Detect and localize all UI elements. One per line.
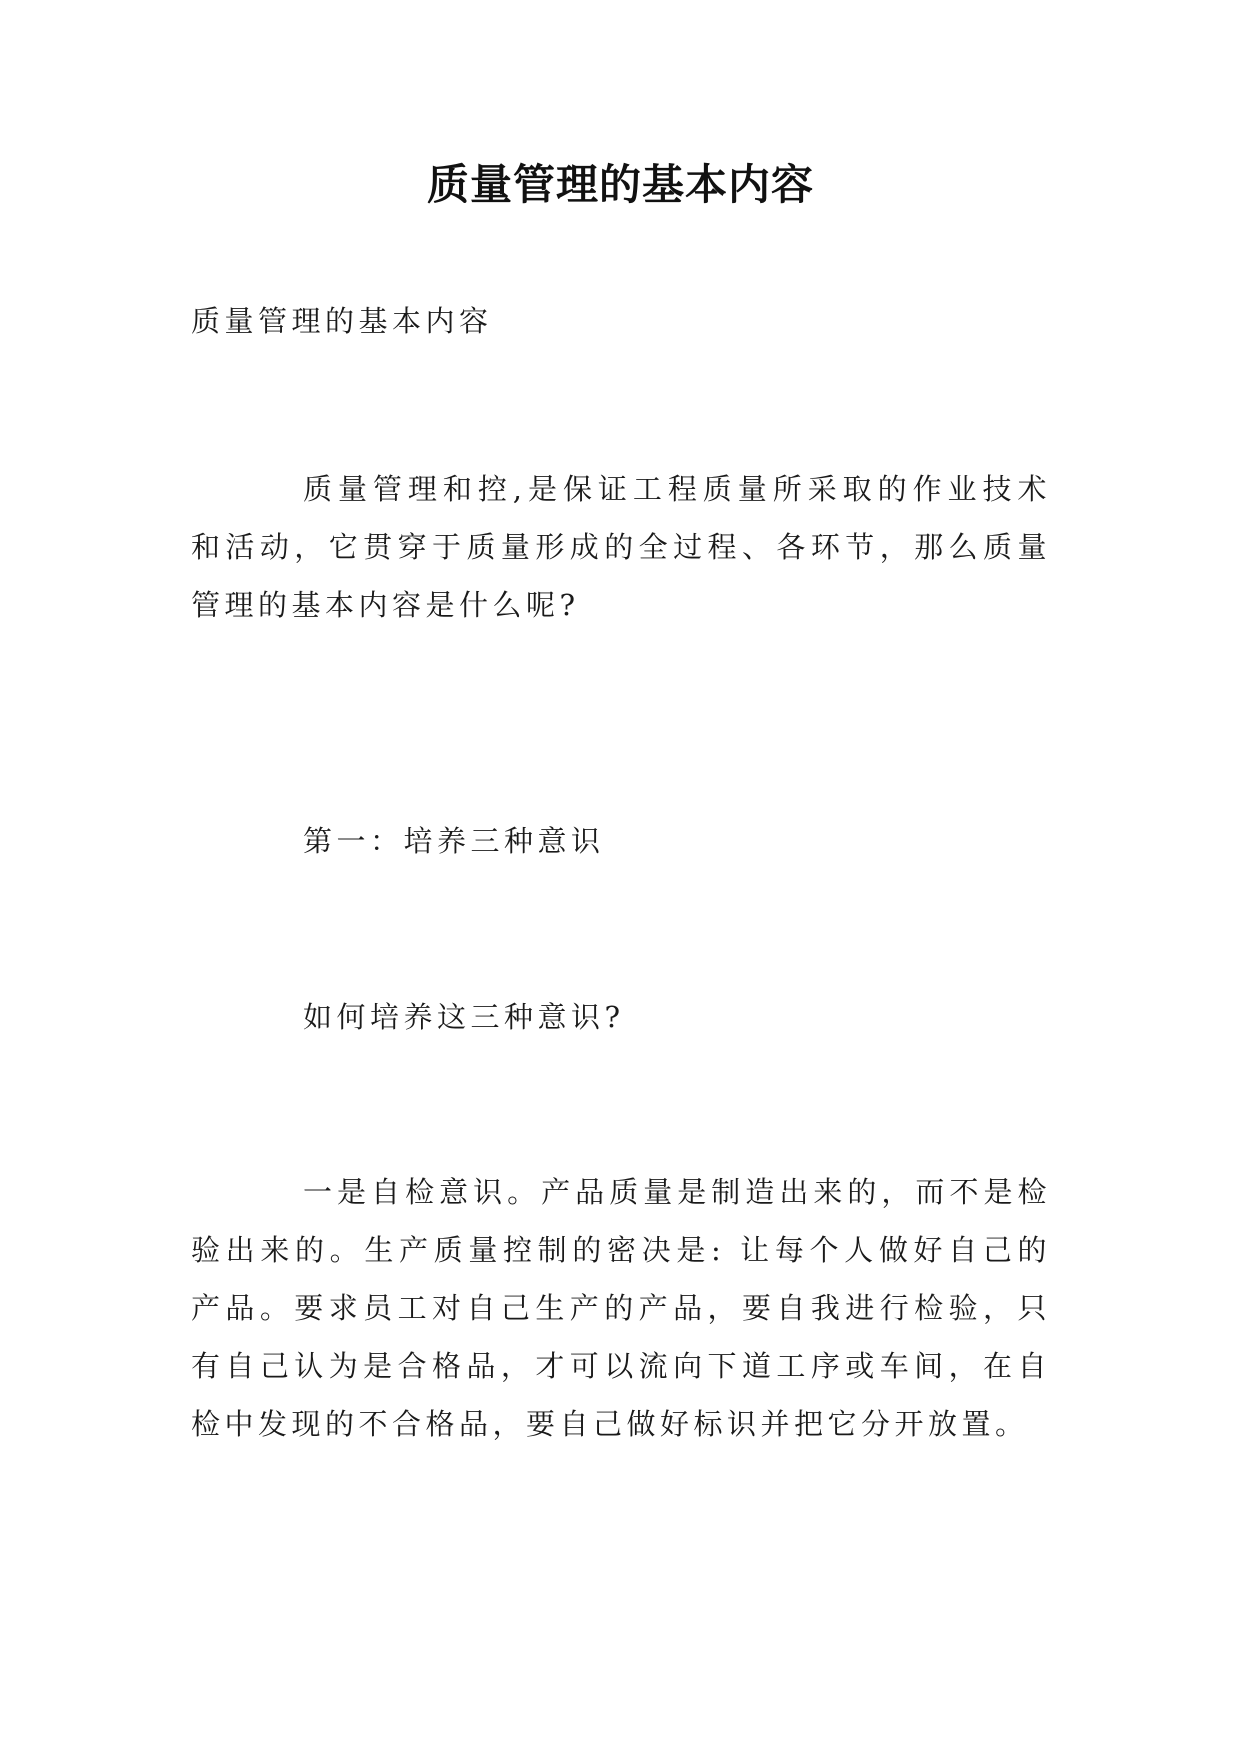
section-heading: 第一：培养三种意识 <box>303 824 605 858</box>
question-paragraph: 如何培养这三种意识? <box>303 1000 625 1034</box>
intro-paragraph: 质量管理和控,是保证工程质量所采取的作业技术和活动，它贯穿于质量形成的全过程、各环节，那么质量管理的基本内容是什么呢? <box>191 472 1051 622</box>
self-inspection-paragraph: 一是自检意识。产品质量是制造出来的，而不是检验出来的。生产质量控制的密决是: 让每个人做好自己的产品。要求员工对自己生产的产品，要自我进行检验，只有自己认为是合格品，才可以流向下道工序或车间，在自检中发现的不合格品，要自己做好标识并把它分开放置。 <box>191 1175 1051 1441</box>
document-subtitle: 质量管理的基本内容 <box>191 304 493 338</box>
page-title: 质量管理的基本内容 <box>426 160 814 209</box>
